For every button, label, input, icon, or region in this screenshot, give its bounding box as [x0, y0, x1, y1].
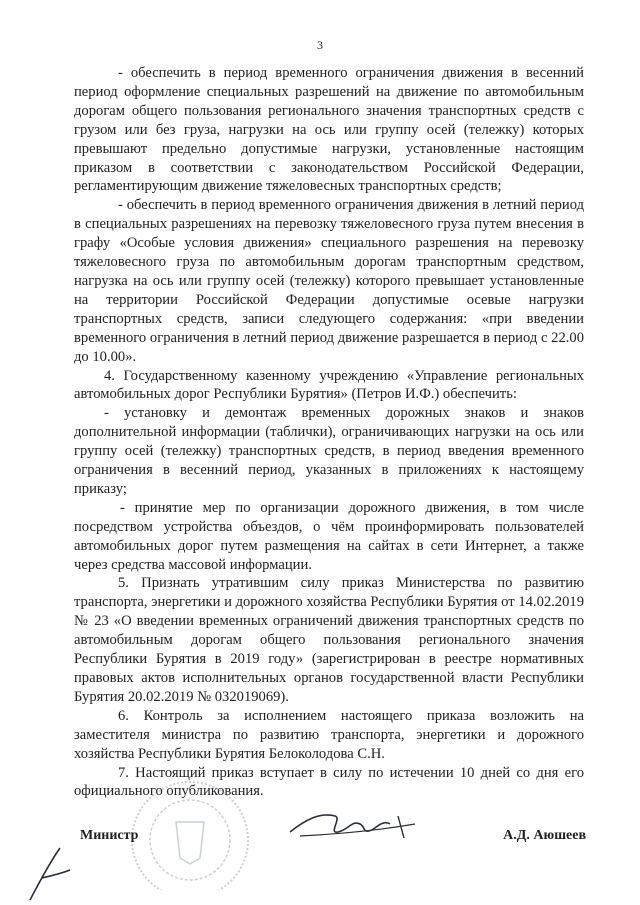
paragraph: - установку и демонтаж временных дорожных знаков и знаков дополнительной информации (таблички), ограничивающих нагрузки на ось или группу осей (тележку) транспортных средств, в период введения временного ограничения в весенний период, указанных в приложениях к настоящему приказу; — [74, 405, 584, 497]
signatory-title: Министр — [80, 828, 139, 843]
document-body — [74, 64, 584, 801]
paragraph: 5. Признать утратившим силу приказ Министерства по развитию транспорта, энергетики и дорожного хозяйства Республики Бурятия от 14.02.2019 № 23 «О введении временных ограничений движения транспортных средств по автомобильным дорогам общего пользования регионального значения Республики Бурятия в 2019 году» (зарегистрирован в реестре нормативных правовых актов исполнительных органов государственной власти Республики Бурятия 20.02.2019 № 032019069). — [74, 575, 584, 705]
paragraph: - обеспечить в период временного ограничения движения в летний период в специальных разрешениях на перевозку тяжеловесного груза путем внесения в графу «Особые условия движения» специального разрешения на перевозку тяжеловесного груза по автомобильным дорогам транспортным средством, нагрузка на ось или группу осей (тележку) которого превышает установленные на территории Российской Федерации допустимые осевые нагрузки транспортных средств, записи следующего содержания: «при введении временного ограничения в летний период движение разрешается в период с 22.00 до 10.00». — [74, 197, 584, 365]
paragraph: 6. Контроль за исполнением настоящего приказа возложить на заместителя министра по развитию транспорта, энергетики и дорожного хозяйства Республики Бурятия Белоколодова С.Н. — [74, 707, 584, 762]
handwritten-mark — [20, 840, 80, 905]
paragraph: - обеспечить в период временного ограничения движения в весенний период оформление специальных разрешений на движение по автомобильным дорогам общего пользования регионального значения транспортных средств с грузом или без груза, нагрузки на ось или группу осей (тележку) которых превышают предельно допустимые нагрузки, установленные настоящим приказом в соответствии с законодательством Российской Федерации, регламентирующим движение тяжеловесных транспортных средств; — [74, 65, 584, 195]
paragraph: 7. Настоящий приказ вступает в силу по истечении 10 дней со дня его официального опубликования. — [74, 764, 584, 800]
paragraph: 4. Государственному казенному учреждению «Управление региональных автомобильных дорог Республики Бурятия» (Петров И.Ф.) обеспечить: — [74, 367, 584, 403]
page-number: 3 — [317, 38, 323, 52]
signatory-name: А.Д. Аюшеев — [503, 828, 586, 843]
signature-row — [80, 828, 586, 850]
paragraph: - принятие мер по организации дорожного движения, в том числе посредством устройства объездов, о чём проинформировать пользователей автомобильных дорог путем размещения на сайтах в сети Интернет, а также через средства массовой информации. — [74, 499, 584, 573]
